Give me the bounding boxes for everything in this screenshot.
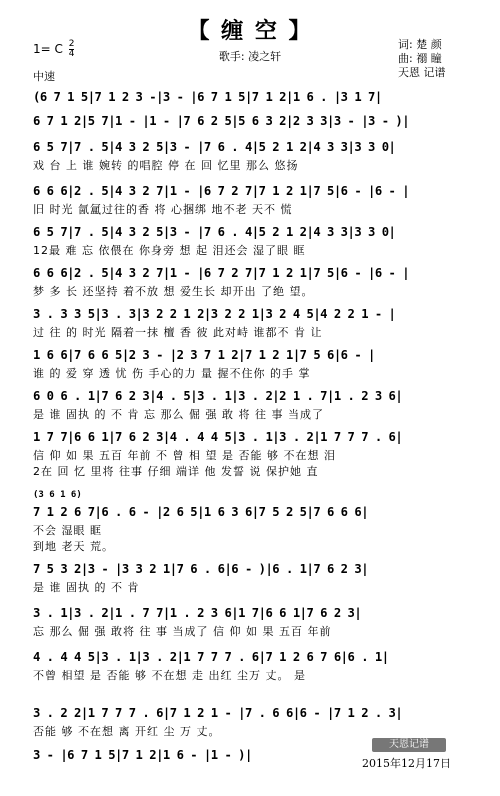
notation-row: 1 7 7|6 6 1|7 6 2 3|4 . 4 4 5|3 . 1|3 . 2|1 7 7 7 . 6|: [33, 430, 403, 444]
tempo-marking: 中速: [33, 70, 55, 83]
lyric-row: 不会 湿眼 眶: [33, 524, 102, 537]
key-text: 1= C: [33, 42, 63, 56]
notation-row: 6 7 1 2|5 7|1 - |1 - |7 6 2 5|5 6 3 2|2 3 3|3 - |3 - )|: [33, 114, 410, 128]
credit-lyricist: 词: 楚 颜: [398, 38, 442, 51]
time-signature-denominator: 4: [68, 49, 75, 59]
lyric-row: 戏 台 上 谁 婉转 的唱腔 停 在 回 忆里 那么 悠扬: [33, 159, 299, 172]
lyric-row: 旧 时光 氤氲过往的香 将 心捆绑 地不老 天不 慌: [33, 203, 293, 216]
lyric-row: 谁 的 爱 穿 透 忧 伤 手心的力 量 握不住你 的手 掌: [33, 367, 311, 380]
notation-row: 6 0 6 . 1|7 6 2 3|4 . 5|3 . 1|3 . 2|2 1 . 7|1 . 2 3 6|: [33, 389, 403, 403]
notation-row: 7 1 2 6 7|6 . 6 - |2 6 5|1 6 3 6|7 5 2 5|7 6 6 6|: [33, 505, 369, 519]
notation-row: 3 . 3 3 5|3 . 3|3 2 2 1 2|3 2 2 1|3 2 4 5|4 2 2 1 - |: [33, 307, 396, 321]
notation-row: 6 6 6|2 . 5|4 3 2 7|1 - |6 7 2 7|7 1 2 1|7 5|6 - |6 - |: [33, 184, 410, 198]
notation-row: 4 . 4 4 5|3 . 1|3 . 2|1 7 7 7 . 6|7 1 2 6 7 6|6 . 1|: [33, 650, 389, 664]
notation-row: 6 5 7|7 . 5|4 3 2 5|3 - |7 6 . 4|5 2 1 2|4 3 3|3 3 0|: [33, 225, 396, 239]
notation-row: (6 7 1 5|7 1 2 3 -|3 - |6 7 1 5|7 1 2|1 6 . |3 1 7|: [33, 90, 382, 104]
notation-row: 7 5 3 2|3 - |3 3 2 1|7 6 . 6|6 - )|6 . 1|7 6 2 3|: [33, 562, 369, 576]
page-title: 【 缠 空 】: [187, 19, 313, 44]
lyric-row: 是 谁 固执 的 不 肯 忘 那么 倔 强 敢 将 往 事 当成了: [33, 408, 324, 421]
lyric-row: 否能 够 不在想 离 开红 尘 万 丈。: [33, 725, 221, 738]
lyric-row: 不曾 相望 是 否能 够 不在想 走 出红 尘万 丈。 是: [33, 669, 306, 682]
singer-line: 歌手: 凌之轩: [218, 50, 282, 63]
notation-row: 1 6 6|7 6 6 5|2 3 - |2 3 7 1 2|7 1 2 1|7 5 6|6 - |: [33, 348, 375, 362]
lyric-row: 忘 那么 倔 强 敢将 往 事 当成了 信 仰 如 果 五百 年前: [33, 625, 332, 638]
lyric-row: 到地 老天 荒。: [33, 540, 114, 553]
notation-row: 6 5 7|7 . 5|4 3 2 5|3 - |7 6 . 4|5 2 1 2|4 3 3|3 3 0|: [33, 140, 396, 154]
notation-row: 3 - |6 7 1 5|7 1 2|1 6 - |1 - )|: [33, 748, 252, 762]
credit-transcriber: 天恩 记谱: [398, 66, 446, 79]
notation-row: 6 6 6|2 . 5|4 3 2 7|1 - |6 7 2 7|7 1 2 1|7 5|6 - |6 - |: [33, 266, 410, 280]
notation-row: 3 . 2 2|1 7 7 7 . 6|7 1 2 1 - |7 . 6 6|6 - |7 1 2 . 3|: [33, 706, 403, 720]
notation-row: 3 . 1|3 . 2|1 . 7 7|1 . 2 3 6|1 7|6 6 1|7 6 2 3|: [33, 606, 362, 620]
credits: [398, 38, 446, 80]
lyric-row: 2在 回 忆 里将 往事 仔细 端详 他 发誓 说 保护她 直: [33, 465, 319, 478]
ending-mark: (3 6 1 6): [33, 490, 82, 500]
lyric-row: 梦 多 长 还坚持 着不放 想 爱生长 却开出 了绝 望。: [33, 285, 314, 298]
time-signature-numerator: 2: [68, 39, 75, 49]
lyric-row: 过 往 的 时光 隔着一抹 檀 香 彼 此对峙 谁都不 肯 让: [33, 326, 323, 339]
lyric-row: 12最 难 忘 依偎在 你身旁 想 起 泪还会 湿了眼 眶: [33, 244, 306, 257]
lyric-row: 是 谁 固执 的 不 肯: [33, 581, 140, 594]
lyric-row: 信 仰 如 果 五百 年前 不 曾 相 望 是 否能 够 不在想 泪: [33, 449, 336, 462]
transcriber-stamp: 天恩记谱: [372, 738, 446, 752]
transcription-date: 2015年12月17日: [362, 757, 451, 770]
credit-composer: 曲: 禤 瞳: [398, 52, 442, 65]
